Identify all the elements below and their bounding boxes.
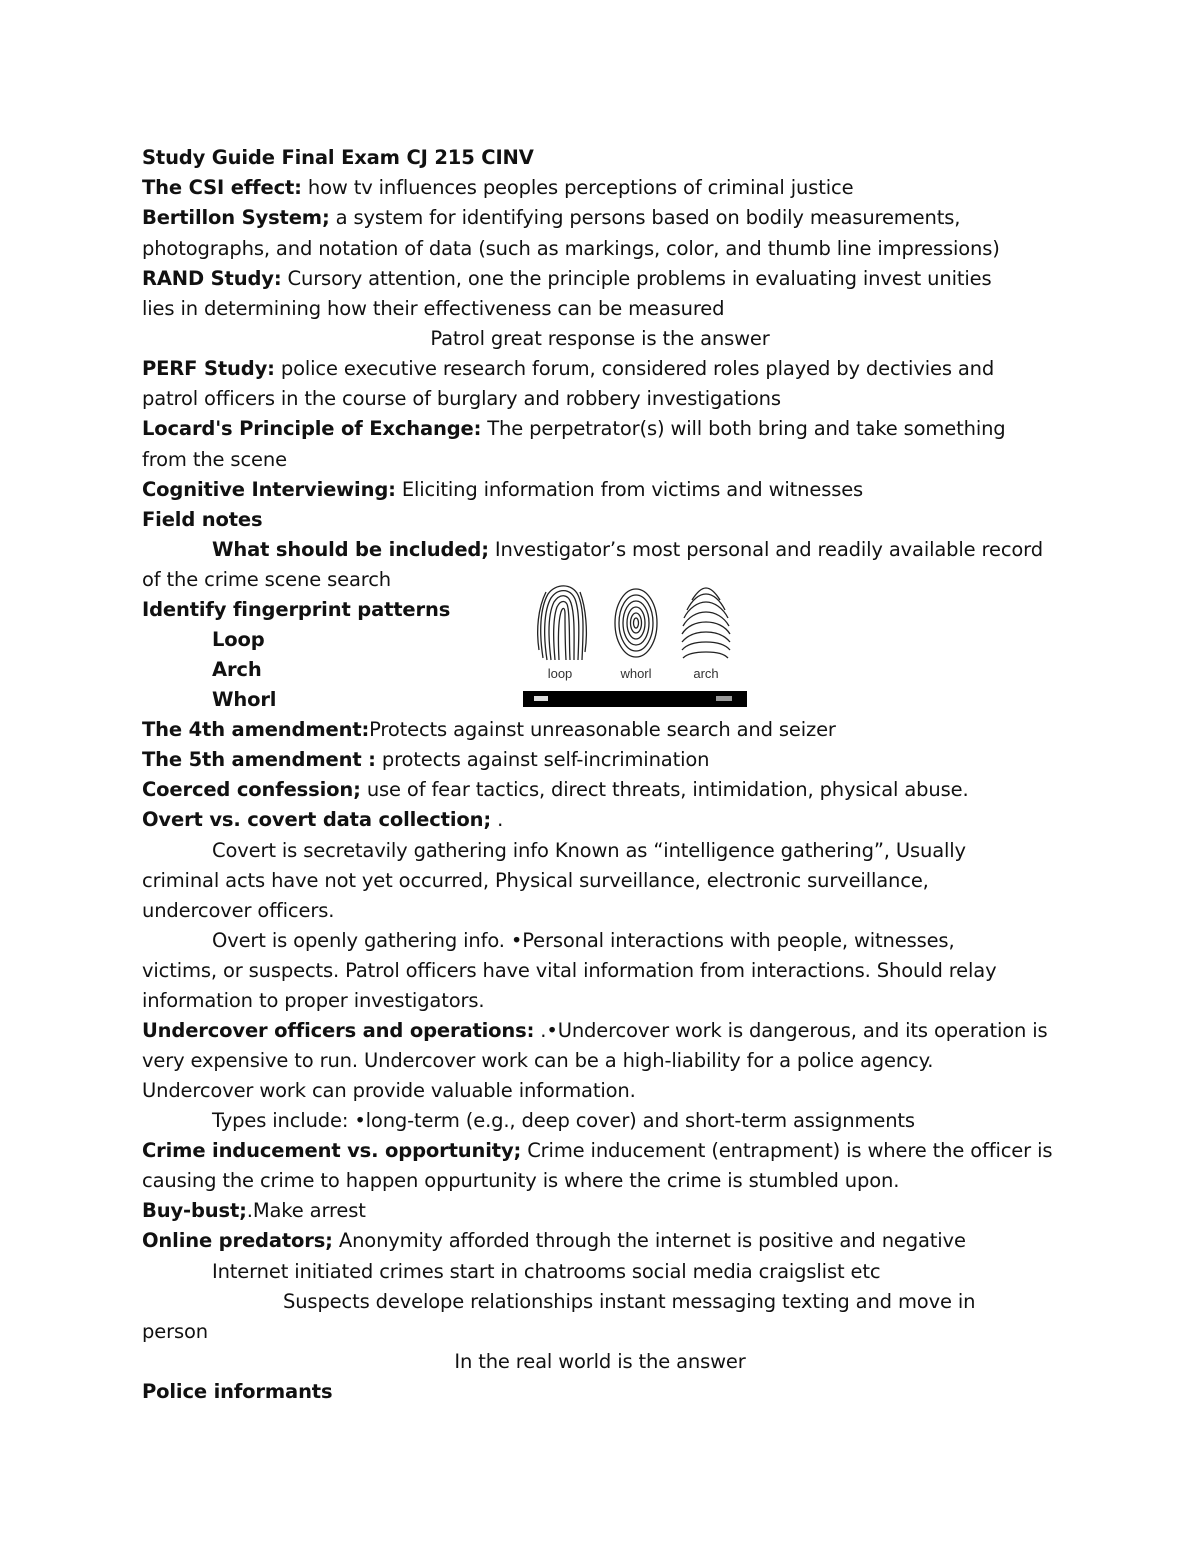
definition-text: Crime inducement (entrapment) is where the officer is [521, 1139, 1053, 1162]
coerced-confession-entry [142, 775, 1072, 805]
locard-entry [142, 414, 1072, 444]
caption-bar-mark-right [716, 696, 732, 701]
term-label: Bertillon System; [142, 206, 330, 229]
field-notes-heading: Field notes [142, 508, 263, 531]
rand-answer: Patrol great response is the answer [430, 327, 770, 350]
rand-continuation: lies in determining how their effectiveness can be measured [142, 297, 725, 320]
fingerprint-heading: Identify fingerprint patterns [142, 598, 451, 621]
term-label: The CSI effect: [142, 176, 302, 199]
definition-text: .Make arrest [246, 1199, 366, 1222]
inducement-entry [142, 1136, 1072, 1166]
bertillon-continuation: photographs, and notation of data (such as markings, color, and thumb line impressions) [142, 237, 1000, 260]
bertillon-entry [142, 203, 1072, 233]
caption-bar-mark-left [534, 696, 548, 701]
overt-covert-entry [142, 805, 1072, 835]
term-label: Online predators; [142, 1229, 333, 1252]
fingerprint-item-whorl: Whorl [212, 688, 277, 711]
arch-fingerprint-icon [682, 588, 730, 658]
covert-line-1: Covert is secretavily gathering info Known as “intelligence gathering”, Usually [212, 839, 966, 862]
undercover-types: Types include: •long-term (e.g., deep cover) and short-term assignments [212, 1109, 915, 1132]
online-answer: In the real world is the answer [454, 1350, 746, 1373]
fingerprint-patterns-figure [522, 580, 748, 708]
definition-text: Eliciting information from victims and witnesses [395, 478, 864, 501]
perf-study-entry [142, 354, 1072, 384]
undercover-line-2: very expensive to run. Undercover work can be a high-liability for a police agency. [142, 1049, 934, 1072]
overt-line-2: victims, or suspects. Patrol officers have vital information from interactions. Should relay [142, 959, 997, 982]
police-informants-heading: Police informants [142, 1380, 333, 1403]
online-predators-entry [142, 1226, 1072, 1256]
definition-text: how tv influences peoples perceptions of criminal justice [301, 176, 854, 199]
cognitive-interviewing-entry [142, 475, 1072, 505]
figure-caption-bar [523, 691, 747, 707]
online-line-3: Suspects develope relationships instant messaging texting and move in [283, 1290, 976, 1313]
definition-text: .•Undercover work is dangerous, and its operation is [534, 1019, 1048, 1042]
term-label: What should be included; [212, 538, 489, 561]
rand-study-entry [142, 264, 1072, 294]
fourth-amendment-entry [142, 715, 1072, 745]
figure-label-loop: loop [547, 666, 573, 681]
term-label: Overt vs. covert data collection; [142, 808, 492, 831]
term-label: Coerced confession; [142, 778, 361, 801]
definition-text: The perpetrator(s) will both bring and take something [481, 417, 1006, 440]
definition-text: use of fear tactics, direct threats, intimidation, physical abuse. [360, 778, 969, 801]
csi-effect-entry [142, 173, 1072, 203]
definition-text: Cursory attention, one the principle problems in evaluating invest unities [281, 267, 992, 290]
field-notes-continuation: of the crime scene search [142, 568, 391, 591]
term-label: Cognitive Interviewing: [142, 478, 396, 501]
overt-line-1: Overt is openly gathering info. •Personal interactions with people, witnesses, [212, 929, 955, 952]
whorl-fingerprint-icon [615, 589, 657, 657]
covert-line-3: undercover officers. [142, 899, 335, 922]
document-title: Study Guide Final Exam CJ 215 CINV [142, 146, 534, 169]
figure-label-arch: arch [693, 666, 719, 681]
definition-text: Anonymity afforded through the internet is positive and negative [332, 1229, 966, 1252]
term-label: Buy-bust; [142, 1199, 247, 1222]
term-label: The 5th amendment : [142, 748, 376, 771]
figure-label-whorl: whorl [620, 666, 652, 681]
covert-line-2: criminal acts have not yet occurred, Physical surveillance, electronic surveillance, [142, 869, 929, 892]
definition-text: Protects against unreasonable search and seizer [369, 718, 836, 741]
undercover-line-3: Undercover work can provide valuable information. [142, 1079, 636, 1102]
definition-text: a system for identifying persons based on bodily measurements, [329, 206, 961, 229]
loop-fingerprint-icon [538, 586, 587, 660]
term-label: Locard's Principle of Exchange: [142, 417, 482, 440]
online-line-4: person [142, 1320, 208, 1343]
fingerprint-item-arch: Arch [212, 658, 262, 681]
fingerprint-item-loop: Loop [212, 628, 265, 651]
inducement-continuation: causing the crime to happen oppurtunity is where the crime is stumbled upon. [142, 1169, 900, 1192]
overt-line-3: information to proper investigators. [142, 989, 485, 1012]
term-label: RAND Study: [142, 267, 282, 290]
fifth-amendment-entry [142, 745, 1072, 775]
term-label: PERF Study: [142, 357, 275, 380]
term-label: Undercover officers and operations: [142, 1019, 535, 1042]
term-label: The 4th amendment: [142, 718, 370, 741]
undercover-entry [142, 1016, 1072, 1046]
perf-continuation: patrol officers in the course of burglary and robbery investigations [142, 387, 781, 410]
definition-text: Investigator’s most personal and readily available record [488, 538, 1043, 561]
term-label: Crime inducement vs. opportunity; [142, 1139, 522, 1162]
definition-text: protects against self-incrimination [375, 748, 710, 771]
definition-text: police executive research forum, considered roles played by dectivies and [274, 357, 995, 380]
online-line-2: Internet initiated crimes start in chatrooms social media craigslist etc [212, 1260, 881, 1283]
field-notes-subentry [212, 535, 1142, 565]
locard-continuation: from the scene [142, 448, 287, 471]
definition-text: . [491, 808, 504, 831]
buy-bust-entry [142, 1196, 1072, 1226]
